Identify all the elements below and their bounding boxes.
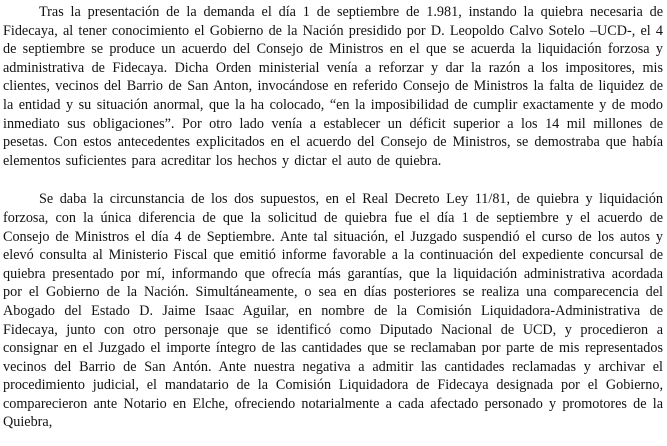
paragraph-first: Tras la presentación de la demanda el día 1 de septiembre de 1.981, instando la quiebra necesaria de Fidecaya, al tener conocimiento el Gobierno de la Nación presidido por D. Leopoldo Calvo Sotelo –UCD-, el 4 de septiembre se produce un acuerdo del Consejo de Ministros en el que se acuerda la liquidación forzosa y administrativa de Fidecaya. Dicha Orden ministerial venía a reforzar y dar la razón a los impositores, mis clientes, vecinos del Barrio de San Anton, invocándose en referido Consejo de Ministros la falta de liquidez de la entidad y su situación anormal, que la ha colocado, “en la imposibilidad de cumplir exactamente y de modo inmediato sus obligaciones”. Por otro lado venía a establecer un déficit superior a los 14 mil millones de pesetas. Con estos antecedentes explicitados en el acuerdo del Consejo de Ministros, se demostraba que había elementos suficientes para acreditar los hechos y dictar el auto de quiebra. bbox=[3, 4, 663, 169]
document-text-block bbox=[3, 3, 663, 432]
paragraph-second: Se daba la circunstancia de los dos supuestos, en el Real Decreto Ley 11/81, de quiebra y liquidación forzosa, con la única diferencia de que la solicitud de quiebra fue el día 1 de septiembre y el acuerdo de Consejo de Ministros el día 4 de Septiembre. Ante tal situación, el Juzgado suspendió el curso de los autos y elevó consulta al Ministerio Fiscal que emitió informe favorable a la continuación del expediente concursal de quiebra presentado por mí, informando que ofrecía más garantías, que la liquidación administrativa acordada por el Gobierno de la Nación. Simultáneamente, o sea en días posteriores se realiza una comparecencia del Abogado del Estado D. Jaime Isaac Aguilar, en nombre de la Comisión Liquidadora-Administrativa de Fidecaya, junto con otro personaje que se identificó como Diputado Nacional de UCD, y procedieron a consignar en el Juzgado el importe íntegro de las cantidades que se reclamaban por parte de mis representados vecinos del Barrio de San Antón. Ante nuestra negativa a admitir las cantidades reclamadas y archivar el procedimiento judicial, el mandatario de la Comisión Liquidadora de Fidecaya designada por el Gobierno, comparecieron ante Notario en Elche, ofreciendo notarialmente a cada afectado personado y promotores de la Quiebra, bbox=[3, 191, 663, 431]
